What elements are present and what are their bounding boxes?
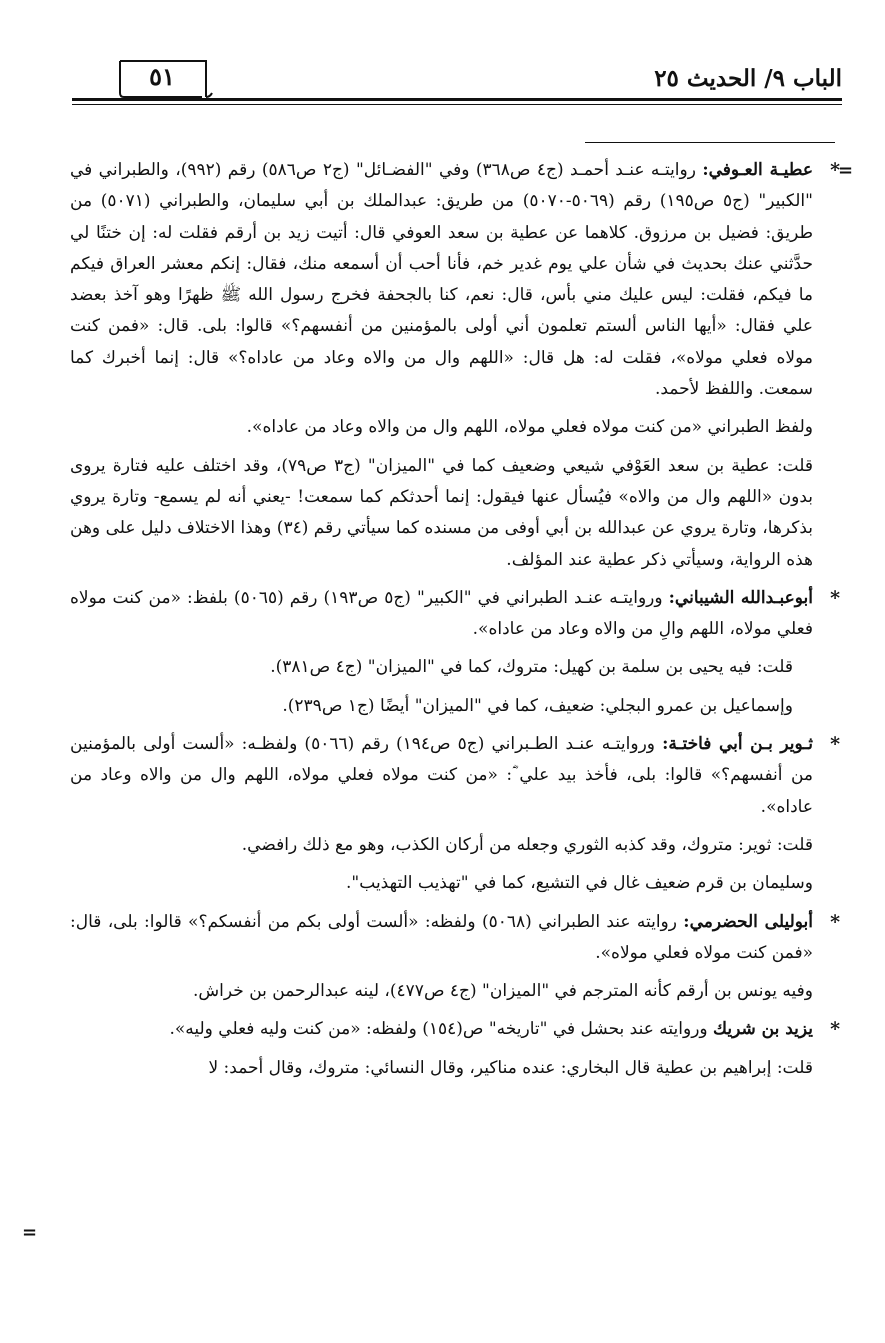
narration-text: روايته عند الطبراني (٥٠٦٨) ولفظه: «ألست أولى بكم من أنفسكم؟» قالوا: بلى، قال: «فمن كنت مولاه فعلي مولاه».: [70, 911, 813, 963]
narration-entry: [70, 729, 838, 823]
bullet-icon: *: [830, 910, 840, 933]
narrator-name: يزيد بن شريك: [713, 1019, 813, 1040]
narrator-name: عطيـة العـوفي:: [702, 160, 813, 180]
commentary-paragraph: وفيه يونس بن أرقم كأنه المترجم في "الميزان" (ج٤ ص٤٧٧)، لينه عبدالرحمن بن خراش.: [193, 981, 813, 1002]
narration-text: روايتـه عنـد أحمـد (ج٤ ص٣٦٨) وفي "الفضـائل" (ج٢ ص٥٨٦) رقم (٩٩٢)، والطبراني في "الكبير" (ج٥ ص١٩٥) رقم (٥٠٦٩-٥٠٧٠) من طريق: عبدالملك بن أبي سليمان، والطبراني (٥٠٧١) من طريق: فضيل بن مرزوق. كلاهما عن عطية بن سعد العوفي قال: أتيت زيد بن أرقم فقلت له: إن ختنًا لي حدَّثني عنك بحديث في شأن علي يوم غدير خم، فأنا أحب أن أسمعه منك، فقال: إنكم معشر العراق فيكم ما فيكم، فقلت: ليس عليك مني بأس، قال: نعم، كنا بالجحفة فخرج رسول الله ﷺ ظهرًا وهو آخذ بعضد علي فقال: «أيها الناس ألستم تعلمون أني أولى بالمؤمنين من أنفسهم؟» قالوا: بلى. قال: «فمن كنت مولاه فعلي مولاه»، فقلت له: هل قال: «اللهم وال من والاه وعاد من عاداه؟» قال: إنما أخبرك كما سمعت. واللفظ لأحمد.: [70, 160, 813, 400]
commentary-paragraph: ولفظ الطبراني «من كنت مولاه فعلي مولاه، اللهم وال من والاه وعاد من عاداه».: [246, 417, 813, 438]
narration-entry: [70, 155, 838, 405]
footnote-separator: [585, 142, 835, 143]
narration-text: وروايتـه عنـد الطبراني في "الكبير" (ج٥ ص١٩٣) رقم (٥٠٦٥) بلفظ: «من كنت مولاه فعلي مولاه، اللهم والِ من والاه وعاد من عاداه».: [70, 587, 813, 640]
narrator-name: ثـوير بـن أبي فاختـة:: [662, 734, 813, 755]
commentary-paragraph: وإسماعيل بن عمرو البجلي: ضعيف، كما في "الميزان" أيضًا (ج١ ص٢٣٩).: [282, 695, 793, 716]
bullet-icon: *: [830, 733, 840, 756]
narrator-name: أبوليلى الحضرمي:: [683, 911, 814, 932]
header-rule-thin: [72, 104, 842, 105]
footnotes-body: [70, 155, 838, 1091]
commentary-paragraph: قلت: عطية بن سعد العَوْفي شيعي وضعيف كما في "الميزان" (ج٣ ص٧٩)، وقد اختلف عليه فتارة يروى بدون «اللهم وال من والاه» فيُسأل عنها فيقول: إنما أحدثكم كما سمعت! -يعني أنه لم يسمع- وتارة يروي بذكرها، وتارة يروي عن عبدالله بن أبي أوفى من مسنده كما سيأتي رقم (٣٤) وهذا الاختلاف دليل على وهن هذه الرواية، وسيأتي ذكر عطية عند المؤلف.: [70, 455, 813, 570]
chapter-title: الباب ٩/ الحديث ٢٥: [654, 65, 842, 92]
page-number-frame: [102, 57, 242, 99]
bullet-icon: *: [830, 159, 840, 181]
narration-text: وروايتـه عنـد الطـبراني (ج٥ ص١٩٤) رقم (٥٠٦٦) ولفظـه: «ألست أولى بالمؤمنين من أنفسهم؟» قالوا: بلى، فأخذ بيد علي ؓ: «من كنت مولاه فعلي مولاه، اللهم وال من والاه وعاد من عاداه».: [70, 734, 813, 817]
page-number: ٥١: [149, 62, 175, 91]
header-rule: [72, 98, 842, 101]
narration-entry: [70, 583, 838, 646]
commentary-paragraph: قلت: إبراهيم بن عطية قال البخاري: عنده مناكير، وقال النسائي: متروك، وقال أحمد: لا: [208, 1057, 813, 1078]
commentary-paragraph: وسليمان بن قرم ضعيف غال في التشيع، كما في "تهذيب التهذيب".: [346, 873, 813, 894]
narration-entry: [70, 907, 838, 970]
bullet-icon: *: [830, 586, 840, 609]
narrator-name: أبوعبـدالله الشيباني:: [668, 587, 813, 608]
commentary-paragraph: قلت: ثوير: متروك، وقد كذبه الثوري وجعله من أركان الكذب، وهو مع ذلك رافضي.: [241, 834, 813, 855]
commentary-paragraph: قلت: فيه يحيى بن سلمة بن كهيل: متروك، كما في "الميزان" (ج٤ ص٣٨١).: [270, 657, 793, 678]
narration-text: وروايته عند بحشل في "تاريخه" ص(١٥٤) ولفظه: «من كنت وليه فعلي وليه».: [169, 1019, 714, 1040]
continuation-mark-bottom: =: [22, 1222, 38, 1243]
continuation-mark-top: =: [838, 160, 854, 181]
bullet-icon: *: [830, 1018, 840, 1041]
narration-entry: [70, 1014, 838, 1045]
